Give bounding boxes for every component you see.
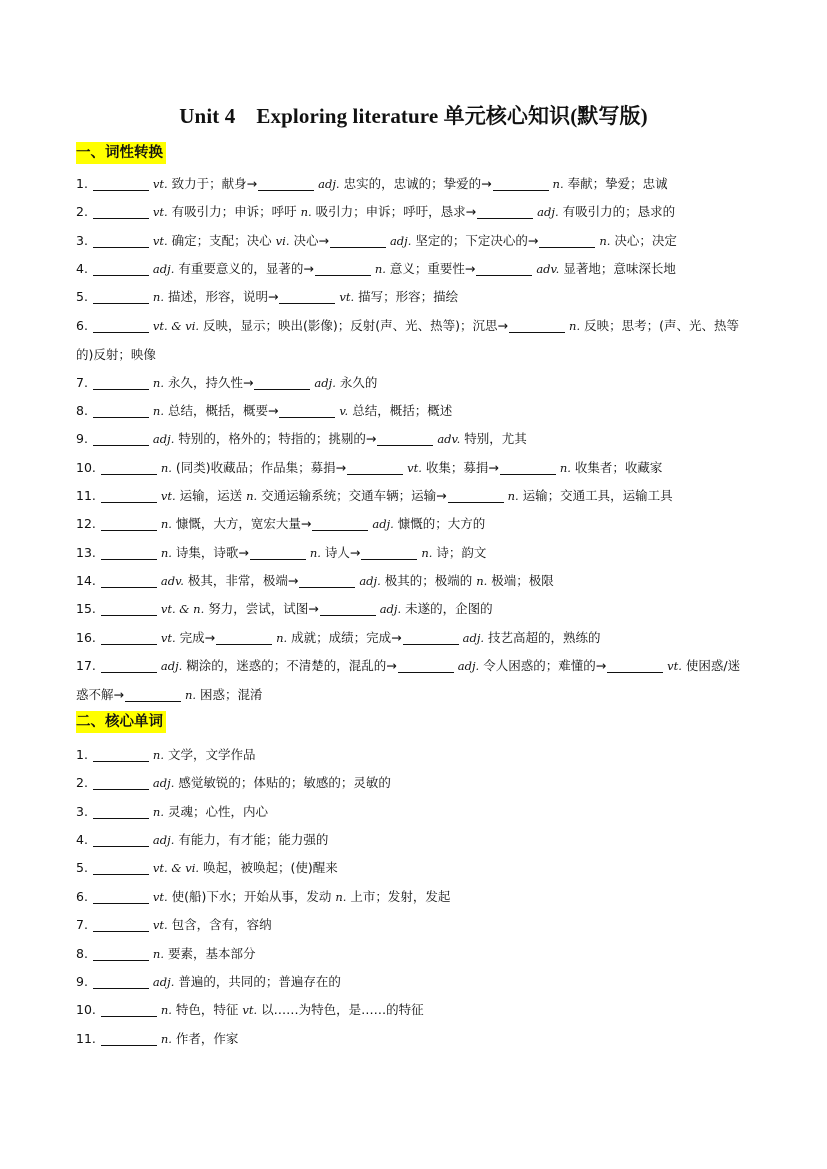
answer-blank[interactable] (101, 516, 157, 531)
item-number: 12. (76, 516, 100, 531)
part-of-speech: n. (246, 489, 258, 503)
answer-blank[interactable] (93, 431, 149, 446)
part-of-speech: vt. (152, 234, 168, 248)
part-of-speech: vt. (160, 631, 176, 645)
list-item (76, 170, 752, 199)
definition-text: 永久的 (335, 375, 378, 390)
answer-blank[interactable] (101, 573, 157, 588)
part-of-speech: adv. (536, 262, 560, 276)
part-of-speech: adj. (379, 602, 402, 616)
definition-text: 坚定的；下定决心的→ (411, 233, 539, 248)
answer-blank[interactable] (93, 860, 149, 875)
item-number: 5. (76, 289, 92, 304)
part-of-speech: n. (552, 177, 564, 191)
part-of-speech: vt. & vi. (152, 861, 200, 875)
list-item (76, 940, 752, 969)
definition-text: 致力于；献身→ (167, 176, 258, 191)
definition-text: 普遍的，共同的；普遍存在的 (174, 974, 341, 989)
part-of-speech: v. (339, 404, 349, 418)
answer-blank[interactable] (101, 488, 157, 503)
part-of-speech: n. (152, 805, 164, 819)
answer-blank[interactable] (330, 233, 386, 248)
answer-blank[interactable] (476, 261, 532, 276)
part-of-speech: adj. (457, 659, 480, 673)
definition-text: 极其的；极端的 (380, 573, 477, 588)
definition-text: 决心→ (289, 233, 329, 248)
list-item (76, 968, 752, 997)
definition-text: 总结，概括；概述 (348, 403, 453, 418)
definition-text: 反映，显示；映出(影像)；反射(声、光、热等)；沉思→ (199, 318, 509, 333)
answer-blank[interactable] (312, 516, 368, 531)
list-item (76, 769, 752, 798)
list-item (76, 798, 752, 827)
answer-blank[interactable] (258, 176, 314, 191)
answer-blank[interactable] (93, 233, 149, 248)
part-of-speech: n. (300, 205, 312, 219)
item-number: 7. (76, 917, 92, 932)
part-of-speech: adj. (152, 833, 175, 847)
answer-blank[interactable] (500, 460, 556, 475)
item-number: 11. (76, 488, 100, 503)
part-of-speech: adj. (160, 659, 183, 673)
answer-blank[interactable] (93, 176, 149, 191)
part-of-speech: vt. (152, 890, 168, 904)
definition-text: 感觉敏锐的；体贴的；敏感的；灵敏的 (174, 775, 391, 790)
definition-text: 特别，尤其 (460, 431, 527, 446)
list-item (76, 826, 752, 855)
answer-blank[interactable] (377, 431, 433, 446)
item-number: 7. (76, 375, 92, 390)
answer-blank[interactable] (279, 403, 335, 418)
answer-blank[interactable] (93, 775, 149, 790)
definition-text: 交通运输系统；交通车辆；运输→ (257, 488, 447, 503)
part-of-speech: n. (152, 404, 164, 418)
definition-text: 困惑；混淆 (196, 686, 263, 702)
answer-blank[interactable] (320, 601, 376, 616)
list-item (76, 539, 752, 568)
answer-blank[interactable] (93, 375, 149, 390)
list-item (76, 567, 752, 596)
answer-blank[interactable] (93, 318, 149, 333)
definition-text: 慷慨，大方，宽宏大量→ (171, 516, 312, 531)
part-of-speech: n. (599, 234, 611, 248)
definition-text: 极其，非常，极端→ (183, 573, 299, 588)
answer-blank[interactable] (101, 545, 157, 560)
item-number: 8. (76, 946, 92, 961)
answer-blank[interactable] (361, 545, 417, 560)
definition-text: 有能力，有才能；能力强的 (174, 832, 329, 847)
list-item (76, 996, 752, 1025)
answer-blank[interactable] (398, 658, 454, 673)
item-number: 13. (76, 545, 100, 560)
definition-text: 决心；决定 (610, 233, 677, 248)
definition-text: 意义；重要性→ (385, 261, 476, 276)
definition-text: 总结，概括，概要→ (163, 403, 279, 418)
item-number: 9. (76, 974, 92, 989)
definition-text: 完成→ (175, 630, 216, 645)
item-number: 5. (76, 860, 92, 875)
part-of-speech: adj. (359, 574, 381, 588)
list-item (76, 652, 752, 709)
answer-blank[interactable] (315, 261, 371, 276)
answer-blank[interactable] (125, 687, 181, 702)
answer-blank[interactable] (493, 176, 549, 191)
definition-text: 反映；思考；(声、光、热等的)反射；映像 (76, 318, 739, 362)
answer-blank[interactable] (101, 630, 157, 645)
list-item (76, 595, 752, 624)
part-of-speech: vt. (667, 659, 682, 673)
part-of-speech: adj. (372, 517, 394, 531)
item-number: 14. (76, 573, 100, 588)
page-title: Unit 4 Exploring literature 单元核心知识(默写版) (179, 104, 648, 128)
answer-blank[interactable] (93, 747, 149, 762)
answer-blank[interactable] (93, 917, 149, 932)
part-of-speech: vi. (275, 234, 290, 248)
part-of-speech: vt. (152, 205, 168, 219)
definition-text: 糊涂的，迷惑的；不清楚的，混乱的→ (182, 658, 397, 673)
answer-blank[interactable] (101, 658, 157, 673)
part-of-speech: adj. (152, 975, 175, 989)
definition-text: 使(船)下水；开始从事，发动 (167, 889, 336, 904)
item-number: 8. (76, 403, 92, 418)
definition-text: 使困惑/迷惑不解→ (76, 658, 741, 702)
part-of-speech: n. (476, 574, 488, 588)
answer-blank[interactable] (216, 630, 272, 645)
list-item (76, 454, 752, 483)
part-of-speech: vt. & vi. (152, 319, 200, 333)
answer-blank[interactable] (279, 289, 335, 304)
part-of-speech: n. (160, 546, 172, 560)
answer-blank[interactable] (607, 658, 663, 673)
item-number: 6. (76, 889, 92, 904)
part-of-speech: vt. (152, 918, 168, 932)
item-number: 6. (76, 318, 92, 333)
definition-text: 灵魂；心性，内心 (163, 804, 268, 819)
part-of-speech: n. (160, 1032, 172, 1046)
item-number: 17. (76, 658, 100, 673)
item-number: 3. (76, 233, 92, 248)
definition-text: 唤起，被唤起；(使)醒来 (199, 860, 338, 875)
answer-blank[interactable] (93, 832, 149, 847)
part-of-speech: adv. (160, 574, 184, 588)
definition-text: 文学，文学作品 (163, 747, 256, 762)
answer-blank[interactable] (250, 545, 306, 560)
answer-blank[interactable] (254, 375, 310, 390)
list-item (76, 227, 752, 256)
definition-text: 诗集，诗歌→ (171, 545, 249, 560)
answer-blank[interactable] (101, 1031, 157, 1046)
part-of-speech: n. (152, 748, 164, 762)
part-of-speech: n. (374, 262, 386, 276)
definition-text: 有吸引力；申诉；呼吁 (167, 204, 301, 219)
part-of-speech: vt. (160, 489, 176, 503)
answer-blank[interactable] (101, 460, 157, 475)
part-of-speech: n. (421, 546, 433, 560)
definition-text: 技艺高超的，熟练的 (484, 630, 601, 645)
list-item (76, 312, 752, 369)
part-of-speech: n. (152, 947, 164, 961)
part-of-speech: n. (184, 687, 197, 702)
list-item (76, 741, 752, 770)
definition-text: 努力，尝试，试图→ (204, 601, 319, 616)
answer-blank[interactable] (93, 403, 149, 418)
item-number: 1. (76, 176, 92, 191)
definition-text: (同类)收藏品；作品集；募捐→ (171, 460, 347, 475)
answer-blank[interactable] (509, 318, 565, 333)
list-item (76, 482, 752, 511)
list-item (76, 283, 752, 312)
part-of-speech: n. (276, 631, 288, 645)
definition-text: 成就；成绩；完成→ (287, 630, 402, 645)
item-number: 1. (76, 747, 92, 762)
part-of-speech: n. (152, 376, 164, 390)
definition-text: 确定；支配；决心 (167, 233, 276, 248)
answer-blank[interactable] (448, 488, 504, 503)
definition-text: 有吸引力的；恳求的 (558, 204, 676, 219)
item-number: 2. (76, 775, 92, 790)
list-item (76, 425, 752, 454)
list-item (76, 911, 752, 940)
section-heading-core-words: 二、核心单词 (76, 711, 166, 733)
definition-text: 诗人→ (320, 545, 361, 560)
list-item (76, 1025, 752, 1054)
part-of-speech: n. (152, 290, 164, 304)
part-of-speech: adv. (437, 432, 461, 446)
section-heading-word-forms: 一、词性转换 (76, 142, 166, 164)
definition-text: 未遂的，企图的 (401, 601, 493, 616)
part-of-speech: n. (507, 489, 519, 503)
part-of-speech: vt. (339, 290, 355, 304)
answer-blank[interactable] (477, 204, 533, 219)
answer-blank[interactable] (101, 1002, 157, 1017)
part-of-speech: adj. (152, 432, 175, 446)
definition-text: 永久，持久性→ (163, 375, 254, 390)
part-of-speech: n. (160, 517, 172, 531)
part-of-speech: n. (160, 1003, 172, 1017)
list-item (76, 397, 752, 426)
item-number: 3. (76, 804, 92, 819)
part-of-speech: n. (160, 461, 172, 475)
part-of-speech: adj. (389, 234, 412, 248)
definition-text: 以……为特色，是……的特征 (257, 1002, 424, 1017)
definition-text: 显著地；意味深长地 (559, 261, 676, 276)
answer-blank[interactable] (93, 289, 149, 304)
item-number: 2. (76, 204, 92, 219)
list-item (76, 198, 752, 227)
part-of-speech: adj. (152, 262, 175, 276)
definition-text: 描述，形容，说明→ (163, 289, 279, 304)
definition-text: 特别的，格外的；特指的；挑剔的→ (174, 431, 377, 446)
part-of-speech: n. (309, 546, 321, 560)
definition-text: 运输；交通工具，运输工具 (518, 488, 673, 503)
part-of-speech: vt. (242, 1003, 258, 1017)
definition-text: 有重要意义的，显著的→ (174, 261, 314, 276)
definition-text: 收集者；收藏家 (570, 460, 663, 475)
part-of-speech: vt. (407, 461, 422, 475)
definition-text: 运输，运送 (175, 488, 247, 503)
answer-blank[interactable] (93, 974, 149, 989)
item-number: 10. (76, 1002, 100, 1017)
definition-text: 上市；发射，发起 (346, 889, 451, 904)
answer-blank[interactable] (93, 889, 149, 904)
item-number: 16. (76, 630, 100, 645)
list-item (76, 854, 752, 883)
item-number: 4. (76, 261, 92, 276)
item-number: 15. (76, 601, 100, 616)
definition-text: 收集；募捐→ (421, 460, 499, 475)
list-item (76, 883, 752, 912)
answer-blank[interactable] (403, 630, 459, 645)
definition-text: 令人困惑的；难懂的→ (479, 658, 607, 673)
part-of-speech: n. (335, 890, 347, 904)
part-of-speech: adj. (537, 205, 559, 219)
part-of-speech: adj. (314, 376, 336, 390)
definition-text: 要素，基本部分 (163, 946, 256, 961)
definition-text: 奉献；挚爱；忠诚 (563, 176, 668, 191)
item-number: 10. (76, 460, 100, 475)
definition-text: 忠实的，忠诚的；挚爱的→ (339, 176, 492, 191)
list-item (76, 369, 752, 398)
item-number: 11. (76, 1031, 100, 1046)
part-of-speech: vt. (152, 177, 168, 191)
definition-text: 描写；形容；描绘 (354, 289, 459, 304)
list-item (76, 624, 752, 653)
list-item (76, 255, 752, 284)
item-number: 4. (76, 832, 92, 847)
answer-blank[interactable] (347, 460, 403, 475)
definition-text: 吸引力；申诉；呼吁，恳求→ (311, 204, 477, 219)
definition-text: 慷慨的；大方的 (393, 516, 486, 531)
part-of-speech: n. (569, 319, 581, 333)
part-of-speech: vt. & n. (160, 602, 205, 616)
part-of-speech: adj. (152, 776, 175, 790)
definition-text: 作者，作家 (171, 1031, 239, 1046)
part-of-speech: adj. (318, 177, 340, 191)
answer-blank[interactable] (93, 946, 149, 961)
answer-blank[interactable] (93, 261, 149, 276)
part-of-speech: adj. (462, 631, 485, 645)
list-item (76, 510, 752, 539)
answer-blank[interactable] (299, 573, 355, 588)
definition-text: 特色，特征 (171, 1002, 243, 1017)
definition-text: 包含，含有，容纳 (167, 917, 272, 932)
answer-blank[interactable] (93, 804, 149, 819)
part-of-speech: n. (559, 461, 571, 475)
answer-blank[interactable] (93, 204, 149, 219)
item-number: 9. (76, 431, 92, 446)
answer-blank[interactable] (101, 601, 157, 616)
answer-blank[interactable] (539, 233, 595, 248)
definition-text: 诗；韵文 (432, 545, 487, 560)
definition-text: 极端；极限 (487, 573, 554, 588)
